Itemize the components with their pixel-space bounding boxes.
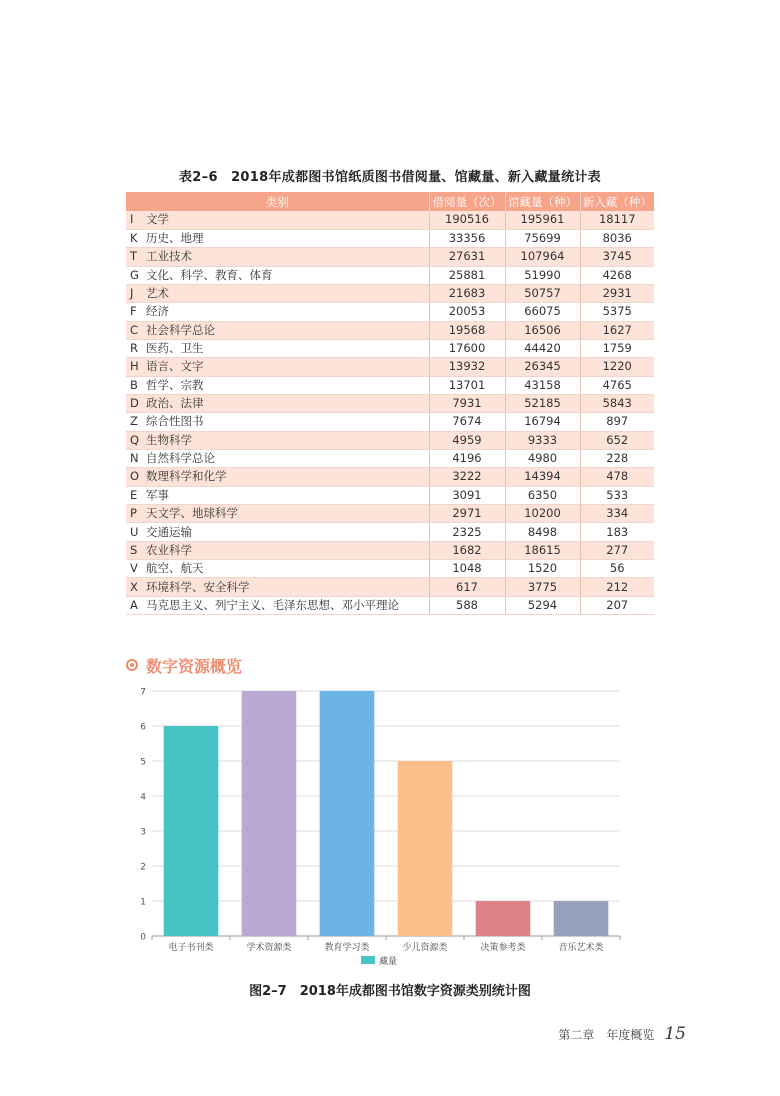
holdings-cell: 6350 [505,486,580,504]
category-code: T [130,249,138,264]
y-tick-label: 1 [140,897,146,908]
borrow-cell: 4196 [429,449,505,467]
table-header [126,192,654,211]
holdings-cell: 52185 [505,394,580,412]
borrow-cell: 1048 [429,560,505,578]
new-cell: 2931 [580,284,654,302]
table-row [126,376,654,394]
holdings-cell: 14394 [505,468,580,486]
category-cell [126,431,429,449]
category-code: S [130,542,138,557]
table-row [126,560,654,578]
y-tick-label: 5 [140,757,146,768]
new-cell: 4268 [580,266,654,284]
category-code: B [130,377,138,392]
category-name: 文学 [146,212,169,227]
holdings-cell: 9333 [505,431,580,449]
category-name: 航空、航天 [146,561,204,576]
category-name: 经济 [146,304,169,319]
category-cell [126,266,429,284]
borrow-cell: 190516 [429,211,505,229]
table-row [126,505,654,523]
y-tick-label: 4 [140,792,146,803]
borrow-cell: 588 [429,596,505,614]
new-cell: 4765 [580,376,654,394]
category-cell [126,394,429,412]
table-row [126,339,654,357]
category-code: N [130,451,139,466]
x-tick-label: 电子书刊类 [168,943,214,953]
borrow-cell: 19568 [429,321,505,339]
category-name: 农业科学 [146,542,192,557]
table-row [126,266,654,284]
table-row [126,523,654,541]
table-row [126,229,654,247]
holdings-cell: 16794 [505,413,580,431]
x-tick-label: 教育学习类 [324,943,370,953]
table-row [126,303,654,321]
chart-bars [164,691,609,936]
holdings-cell: 4980 [505,449,580,467]
category-name: 马克思主义、列宁主义、毛泽东思想、邓小平理论 [146,597,399,612]
holdings-cell: 66075 [505,303,580,321]
holdings-cell: 10200 [505,505,580,523]
borrow-cell: 2971 [429,505,505,523]
page-footer [558,1024,686,1044]
table-row [126,211,654,229]
category-name: 哲学、宗教 [146,377,204,392]
category-code: U [130,524,139,539]
category-cell [126,486,429,504]
borrow-cell: 7674 [429,413,505,431]
table-caption: 表2–6 2018年成都图书馆纸质图书借阅量、馆藏量、新入藏量统计表 [179,170,601,185]
new-cell: 18117 [580,211,654,229]
digital-resources-chart [126,682,646,972]
table-row [126,248,654,266]
category-name: 综合性图书 [146,414,204,429]
new-cell: 228 [580,449,654,467]
category-name: 军事 [146,487,169,502]
table-row [126,358,654,376]
x-tick-label: 音乐艺术类 [558,943,604,953]
category-cell [126,229,429,247]
circle-bullet-icon [126,659,138,671]
chart-y-axis [140,688,146,943]
holdings-cell: 50757 [505,284,580,302]
holdings-cell: 3775 [505,578,580,596]
category-code: D [130,396,139,411]
borrow-cell: 2325 [429,523,505,541]
category-name: 工业技术 [146,249,192,264]
category-name: 环境科学、安全科学 [146,579,250,594]
holdings-cell: 75699 [505,229,580,247]
borrow-cell: 33356 [429,229,505,247]
bar [398,761,453,936]
bar [554,901,609,936]
section-heading [126,654,242,676]
table-row [126,596,654,614]
holdings-cell: 5294 [505,596,580,614]
holdings-cell: 44420 [505,339,580,357]
legend-swatch [361,956,375,964]
new-cell: 1220 [580,358,654,376]
statistics-table [126,192,654,615]
chapter-label: 第二章 年度概览 [558,1028,655,1042]
borrow-cell: 25881 [429,266,505,284]
figure-caption: 图2–7 2018年成都图书馆数字资源类别统计图 [249,984,531,999]
category-code: G [130,267,139,282]
borrow-cell: 27631 [429,248,505,266]
category-name: 语言、文字 [146,359,204,374]
bar [242,691,297,936]
new-cell: 5375 [580,303,654,321]
category-name: 文化、科学、教育、体育 [146,267,273,282]
category-code: O [130,469,140,484]
category-code: V [130,561,138,576]
category-cell [126,505,429,523]
table-row [126,321,654,339]
borrow-cell: 13932 [429,358,505,376]
category-name: 天文学、地球科学 [146,506,238,521]
x-tick-label: 学术资源类 [246,943,292,953]
category-code: F [130,304,137,319]
y-tick-label: 6 [140,722,146,733]
category-cell [126,376,429,394]
section-title: 数字资源概览 [146,656,243,676]
chart-x-axis [152,936,620,953]
holdings-cell: 8498 [505,523,580,541]
borrow-cell: 3091 [429,486,505,504]
table-row [126,413,654,431]
category-code: H [130,359,139,374]
page-number: 15 [664,1024,686,1044]
holdings-cell: 16506 [505,321,580,339]
category-code: A [130,597,138,612]
category-name: 医药、卫生 [146,341,204,356]
category-cell [126,358,429,376]
borrow-cell: 7931 [429,394,505,412]
category-code: E [130,487,138,502]
new-cell: 533 [580,486,654,504]
category-code: C [130,322,139,337]
new-cell: 212 [580,578,654,596]
holdings-cell: 18615 [505,541,580,559]
category-name: 艺术 [146,286,169,301]
table-body [126,211,654,615]
category-cell [126,321,429,339]
new-cell: 8036 [580,229,654,247]
y-tick-label: 2 [140,862,146,873]
category-cell [126,339,429,357]
borrow-cell: 1682 [429,541,505,559]
new-cell: 5843 [580,394,654,412]
category-name: 数理科学和化学 [146,469,227,484]
borrow-cell: 3222 [429,468,505,486]
category-cell [126,449,429,467]
chart-legend [361,955,397,967]
x-tick-label: 决策参考类 [480,943,526,953]
category-name: 自然科学总论 [146,451,215,466]
category-name: 历史、地理 [146,231,204,246]
borrow-cell: 13701 [429,376,505,394]
legend-label: 藏量 [379,957,398,967]
header-new: 新入藏（种） [580,192,654,211]
category-cell [126,523,429,541]
new-cell: 478 [580,468,654,486]
new-cell: 1759 [580,339,654,357]
bar [320,691,375,936]
new-cell: 1627 [580,321,654,339]
bar [164,726,219,936]
category-cell [126,303,429,321]
category-cell [126,284,429,302]
category-code: R [130,341,138,356]
new-cell: 207 [580,596,654,614]
holdings-cell: 195961 [505,211,580,229]
category-cell [126,541,429,559]
borrow-cell: 4959 [429,431,505,449]
category-name: 交通运输 [146,524,192,539]
category-cell [126,578,429,596]
holdings-cell: 51990 [505,266,580,284]
table-row [126,431,654,449]
header-category: 类别 [126,192,429,211]
y-tick-label: 7 [140,687,146,698]
category-code: X [130,579,138,594]
new-cell: 652 [580,431,654,449]
table-row [126,486,654,504]
holdings-cell: 43158 [505,376,580,394]
borrow-cell: 20053 [429,303,505,321]
category-cell [126,413,429,431]
new-cell: 56 [580,560,654,578]
table-row [126,468,654,486]
table-row [126,284,654,302]
holdings-cell: 107964 [505,248,580,266]
bar [476,901,531,936]
category-name: 社会科学总论 [146,322,215,337]
category-cell [126,248,429,266]
table-row [126,578,654,596]
category-code: J [130,286,134,301]
holdings-cell: 1520 [505,560,580,578]
borrow-cell: 21683 [429,284,505,302]
new-cell: 3745 [580,248,654,266]
new-cell: 897 [580,413,654,431]
new-cell: 183 [580,523,654,541]
category-name: 政治、法律 [146,396,204,411]
header-borrow: 借阅量（次） [429,192,505,211]
category-code: Z [130,414,138,429]
category-code: Q [130,432,140,447]
new-cell: 334 [580,505,654,523]
category-code: P [130,506,137,521]
borrow-cell: 617 [429,578,505,596]
category-cell [126,560,429,578]
y-tick-label: 3 [140,827,146,838]
category-cell [126,468,429,486]
holdings-cell: 26345 [505,358,580,376]
category-name: 生物科学 [146,432,192,447]
category-code: I [130,212,134,227]
borrow-cell: 17600 [429,339,505,357]
x-tick-label: 少儿资源类 [402,943,448,953]
new-cell: 277 [580,541,654,559]
chart-gridlines [152,691,620,936]
table-row [126,449,654,467]
category-cell [126,211,429,229]
category-code: K [130,231,138,246]
header-holdings: 馆藏量（种） [505,192,580,211]
table-row [126,394,654,412]
table-row [126,541,654,559]
y-tick-label: 0 [140,932,146,943]
category-cell [126,596,429,614]
